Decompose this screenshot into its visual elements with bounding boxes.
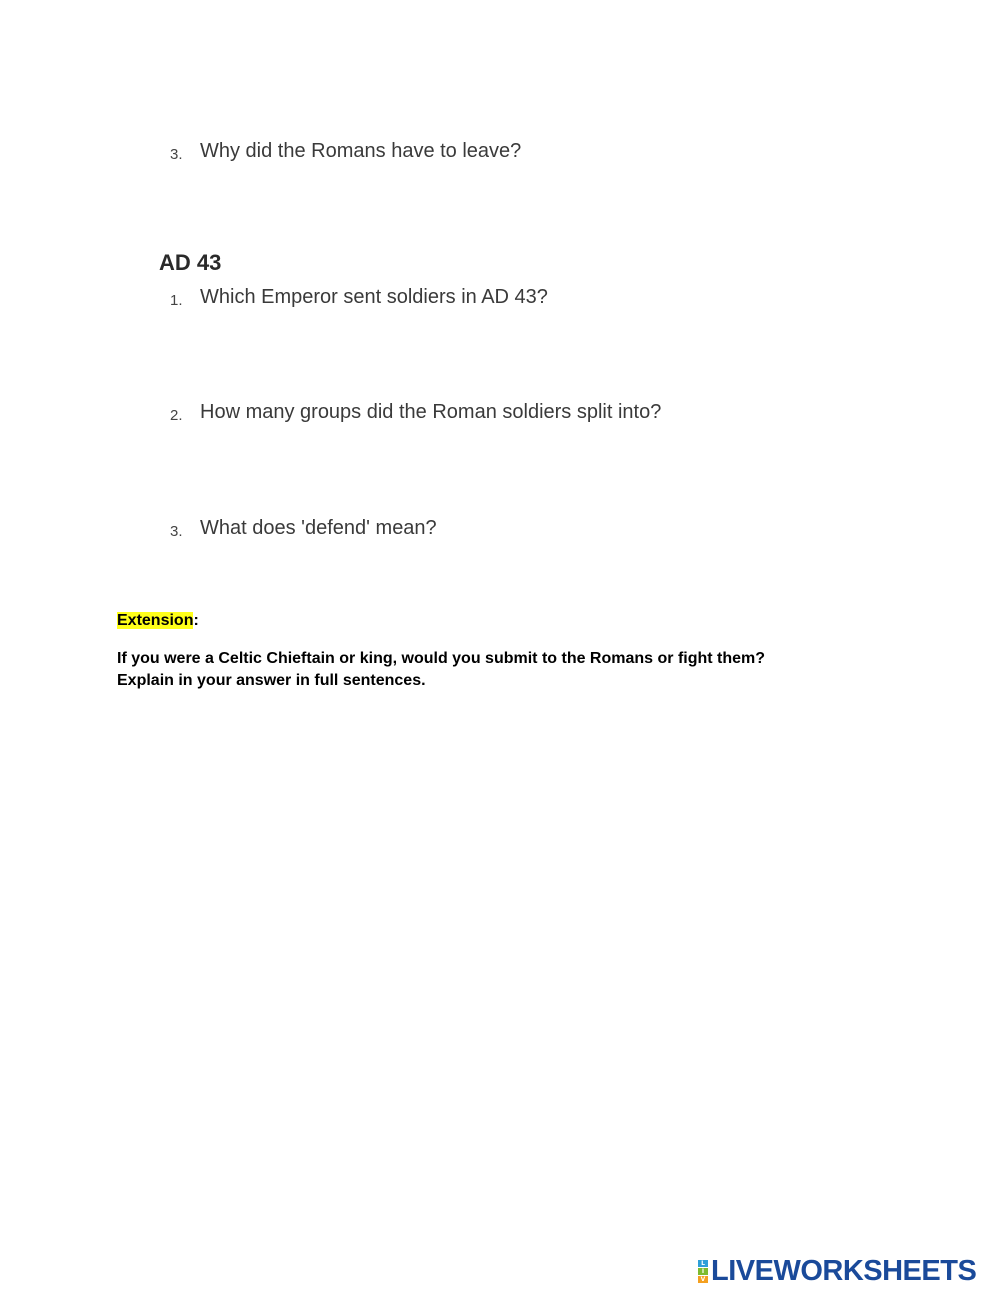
liveworksheets-logo xyxy=(698,1256,976,1286)
logo-block-i: I xyxy=(698,1268,708,1275)
question-item xyxy=(0,140,900,170)
question-text: Which Emperor sent soldiers in AD 43? xyxy=(200,286,548,308)
extension-highlight: Extension xyxy=(117,612,194,629)
logo-block-v: V xyxy=(698,1276,708,1283)
question-text: Why did the Romans have to leave? xyxy=(200,140,522,162)
question-item xyxy=(0,286,900,316)
logo-block-l: L xyxy=(698,1260,708,1267)
question-number: 1. xyxy=(170,292,183,309)
logo-wordmark: LIVEWORKSHEETS xyxy=(711,1254,977,1287)
question-item xyxy=(0,401,900,431)
question-number: 2. xyxy=(170,407,183,424)
question-text: How many groups did the Roman soldiers split into? xyxy=(200,401,662,423)
question-text: What does 'defend' mean? xyxy=(200,517,437,539)
question-number: 3. xyxy=(170,146,183,163)
question-number: 3. xyxy=(170,523,183,540)
section-heading: AD 43 xyxy=(159,250,222,275)
extension-colon: : xyxy=(193,612,199,629)
extension-line-1: If you were a Celtic Chieftain or king, would you submit to the Romans or fight them? xyxy=(117,650,766,667)
question-item xyxy=(0,517,900,547)
extension-label xyxy=(117,612,199,630)
extension-line-2: Explain in your answer in full sentences. xyxy=(117,672,426,689)
extension-prompt xyxy=(117,648,897,692)
logo-blocks-icon xyxy=(698,1260,708,1283)
